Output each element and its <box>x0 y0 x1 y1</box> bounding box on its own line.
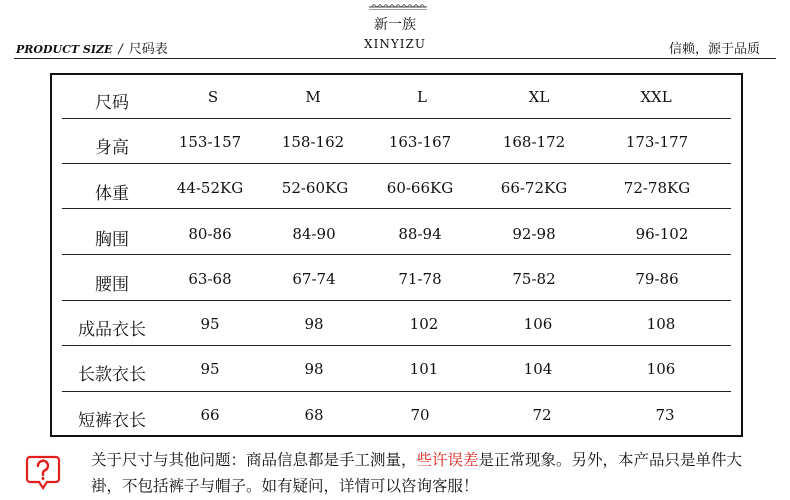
notice-highlight: 些许误差 <box>416 451 479 469</box>
size-notice <box>91 447 771 499</box>
table-cell: 63-68 <box>188 270 232 288</box>
header-title-cn: 尺码表 <box>128 42 168 57</box>
size-header: XXL <box>640 88 672 106</box>
table-cell: 95 <box>200 360 220 378</box>
table-cell: 95 <box>200 315 220 333</box>
header-title-en: PRODUCT SIZE <box>16 43 113 56</box>
table-cell: 101 <box>409 360 439 378</box>
table-cell: 71-78 <box>398 270 442 288</box>
table-cell: 70 <box>410 406 430 424</box>
question-mark-icon <box>23 452 63 492</box>
size-header: XL <box>528 88 550 106</box>
table-cell: 163-167 <box>388 133 452 151</box>
table-cell: 106 <box>646 360 676 378</box>
table-cell: 72-78KG <box>623 179 691 197</box>
notice-text: 关于尺寸与其他问题：商品信息都是手工测量， <box>91 451 417 469</box>
size-header: M <box>305 88 321 106</box>
notice-text-rest: 是正常现象。另外，本产品只是单件大褂，不包括裤子与帽子。如有疑问，详情可以咨询客服！ <box>91 451 743 495</box>
header-separator: / <box>118 42 123 57</box>
row-divider <box>62 345 731 346</box>
table-cell: 79-86 <box>635 270 679 288</box>
row-label: 体重 <box>95 184 129 204</box>
brand-name-en: XINYIZU <box>364 37 426 51</box>
table-cell: 67-74 <box>292 270 336 288</box>
table-cell: 84-90 <box>292 225 336 243</box>
row-label: 长款衣长 <box>78 365 146 385</box>
table-cell: 106 <box>523 315 553 333</box>
table-cell: 68 <box>304 406 324 424</box>
table-cell: 73 <box>655 406 675 424</box>
size-header: L <box>417 88 427 106</box>
table-cell: 98 <box>304 315 324 333</box>
table-cell: 60-66KG <box>386 179 454 197</box>
table-cell: 98 <box>304 360 324 378</box>
table-cell: 66-72KG <box>500 179 568 197</box>
header-title <box>16 38 168 57</box>
table-cell: 44-52KG <box>176 179 244 197</box>
table-cell: 75-82 <box>512 270 556 288</box>
table-cell: 92-98 <box>512 225 556 243</box>
row-divider <box>62 208 731 209</box>
table-cell: 88-94 <box>398 225 442 243</box>
table-cell: 158-162 <box>281 133 345 151</box>
table-cell: 66 <box>200 406 220 424</box>
header-divider <box>14 58 776 59</box>
corner-label: 尺码 <box>95 93 129 113</box>
row-divider <box>62 300 731 301</box>
table-cell: 102 <box>409 315 439 333</box>
table-cell: 153-157 <box>178 133 242 151</box>
row-divider <box>62 254 731 255</box>
row-label: 短裤衣长 <box>78 411 146 431</box>
row-label: 胸围 <box>95 230 129 250</box>
size-header: S <box>207 88 219 106</box>
table-cell: 52-60KG <box>281 179 349 197</box>
table-cell: 80-86 <box>188 225 232 243</box>
brand-name-cn: 新一族 <box>374 17 416 33</box>
row-divider <box>62 391 731 392</box>
row-label: 身高 <box>95 138 129 158</box>
table-cell: 173-177 <box>625 133 689 151</box>
row-divider <box>62 163 731 164</box>
table-cell: 96-102 <box>635 225 689 243</box>
header-slogan: 信赖，源于品质 <box>668 42 760 57</box>
size-chart-table <box>50 73 743 437</box>
table-cell: 108 <box>646 315 676 333</box>
decorative-ornament <box>369 4 427 10</box>
row-divider <box>62 118 731 119</box>
table-cell: 72 <box>532 406 552 424</box>
table-cell: 104 <box>523 360 553 378</box>
table-cell: 168-172 <box>502 133 566 151</box>
row-label: 成品衣长 <box>78 320 146 340</box>
row-label: 腰围 <box>95 275 129 295</box>
